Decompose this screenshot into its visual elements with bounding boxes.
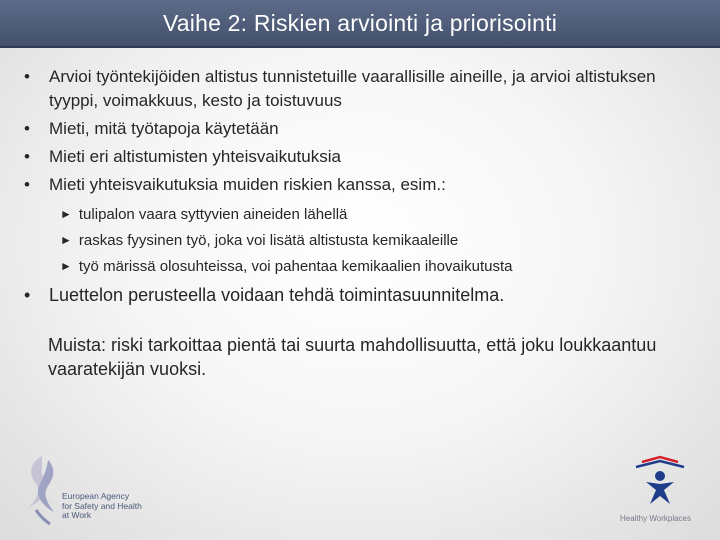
title-bar [0,0,720,48]
bullet-dot: • [24,147,30,166]
healthy-workplaces-logo [616,450,706,530]
slide-title: Vaihe 2: Riskien arviointi ja priorisointi [162,9,558,36]
sub-bullet-item [60,228,512,254]
sub-bullet-text: tulipalon vaara syttyvien aineiden lähellä [78,206,348,223]
bullet-item [24,171,704,199]
sub-bullet-item [60,202,512,228]
bullet-dot: • [24,175,30,194]
bullet-text: Luettelon perusteella voidaan tehdä toimintasuunnitelma. [49,285,505,305]
bullet-text: Mieti, mitä työtapoja käytetään [49,119,279,138]
final-bullet-list [24,281,704,309]
bullet-dot: • [24,285,31,305]
bullet-text: Mieti eri altistumisten yhteisvaikutuksia [49,147,341,166]
eu-agency-text [62,492,142,521]
reminder-note: Muista: riski tarkoittaa pientä tai suurta mahdollisuutta, että joku loukkaantuu vaaratekijän vuoksi. [48,335,657,379]
arrow-icon: ► [60,259,72,273]
eu-agency-line: at Work [62,510,92,520]
healthy-workplaces-text: Healthy Workplaces [620,514,691,523]
bullet-dot: • [24,119,30,138]
eu-agency-line: for Safety and Health [62,500,142,511]
bullet-dot: • [24,67,30,86]
healthy-workplaces-figure-icon [626,450,696,510]
bullet-item [24,281,704,309]
bullet-text: Arvioi työntekijöiden altistus tunnistetuille vaarallisille aineille, ja arvioi altistuksen tyyppi, voimakkuus, kesto ja toistuvuus [49,67,656,110]
sub-bullet-text: työ märissä olosuhteissa, voi pahentaa kemikaalien ihovaikutusta [78,258,513,275]
eu-osha-emblem-icon [22,452,62,528]
bullet-text: Mieti yhteisvaikutuksia muiden riskien kanssa, esim.: [49,175,446,194]
bullet-item [24,115,704,143]
arrow-icon: ► [60,233,72,247]
bullet-item [24,65,704,113]
sub-bullet-item [60,254,512,280]
eu-osha-logo [22,452,162,530]
sub-bullet-text: raskas fyysinen työ, joka voi lisätä altistusta kemikaaleille [78,232,459,249]
arrow-icon: ► [60,207,72,221]
bullet-item [24,143,704,171]
eu-agency-line: European Agency [62,491,130,501]
sub-bullet-list [60,202,512,280]
bullet-list [24,65,704,199]
